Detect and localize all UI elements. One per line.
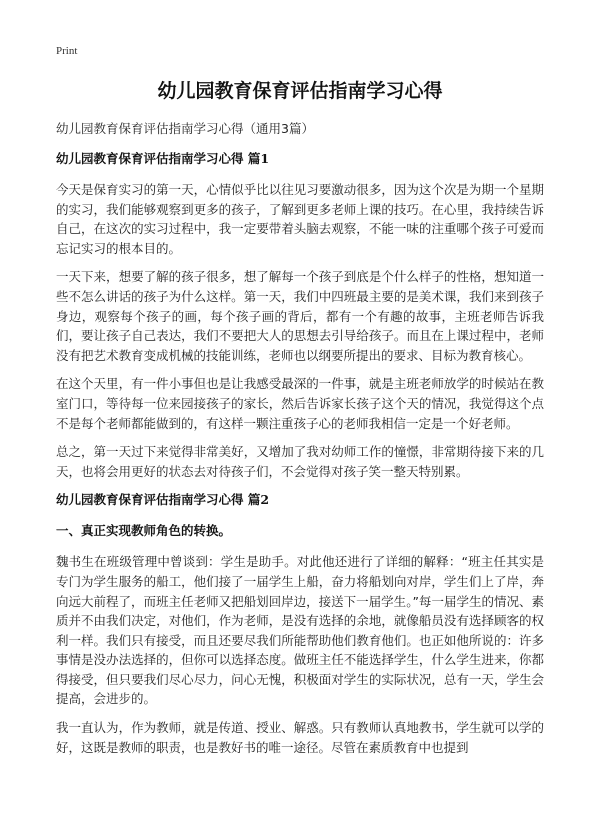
section-2-paragraph-2: 我一直认为，作为教师，就是传道、授业、解惑。只有教师认真地教书，学生就可以学的好，这既是教师的职责，也是教好书的唯一途径。尽管在素质教育中也提到 <box>56 720 544 755</box>
section-1-paragraph-3: 在这个天里，有一件小事但也是让我感受最深的一件事，就是主班老师放学的时候站在教室门口，等待每一位来园接孩子的家长，然后告诉家长孩子这个天的情况，我觉得这个点不是每个老师都能做到的，有这样一颗注重孩子心的老师我相信一定是一个好老师。 <box>56 376 544 431</box>
section-1-heading: 幼儿园教育保育评估指南学习心得 篇1 <box>56 151 270 166</box>
document-title: 幼儿园教育保育评估指南学习心得 <box>157 80 443 102</box>
section-1-paragraph-4: 总之，第一天过下来觉得非常美好，又增加了我对幼师工作的憧憬，非常期待接下来的几天，也将会用更好的状态去对待孩子们，不会觉得对孩子笑一整天特别累。 <box>56 444 544 479</box>
section-2-heading: 幼儿园教育保育评估指南学习心得 篇2 <box>56 492 270 508</box>
print-label: Print <box>56 45 78 57</box>
section-1-paragraph-2: 一天下来，想要了解的孩子很多，想了解每一个孩子到底是个什么样子的性格，想知道一些不怎么讲话的孩子为什么这样。第一天，我们中四班最主要的是美术课，我们来到孩子身边，观察每个孩子的画，每个孩子画的背后，都有一个有趣的故事，主班老师告诉我们，要让孩子自己表达，我们不要把大人的思想去引导给孩子。而且在上课过程中，老师没有把艺术教育变成机械的技能训练，老师也以纲要所提出的要求、目标为教育核心。 <box>56 269 544 363</box>
section-2-paragraph-1: 魏书生在班级管理中曾谈到：学生是助手。对此他还进行了详细的解释：“班主任其实是专门为学生服务的船工，他们接了一届学生上船，奋力将船划向对岸，学生们上了岸，奔向远大前程了，而班主任老师又把船划回岸边，接送下一届学生。”每一届学生的情况、素质并不由我们决定，对他们，作为老师，是没有选择的余地，就像船员没有选择顾客的权利一样。我们只有接受，而且还要尽我们所能帮助他们教育他们。也正如他所说的：许多事情是没办法选择的，但你可以选择态度。做班主任不能选择学生，什么学生进来，你都得接受，但只要我们尽心尽力，问心无愧，积极面对学生的实际状况，总有一天，学生会提高，会进步的。 <box>56 554 544 707</box>
section-2-subheading: 一、真正实现教师角色的转换。 <box>56 523 232 539</box>
section-1-paragraph-1: 今天是保育实习的第一天，心情似乎比以往见习要激动很多，因为这个次是为期一个星期的实习，我们能够观察到更多的孩子，了解到更多老师上课的技巧。在心里，我持续告诉自己，在这次的实习过程中，我一定要带着头脑去观察，不能一味的注重哪个孩子可爱而忘记实习的根本目的。 <box>56 182 544 256</box>
document-subtitle: 幼儿园教育保育评估指南学习心得（通用3篇） <box>56 121 314 136</box>
